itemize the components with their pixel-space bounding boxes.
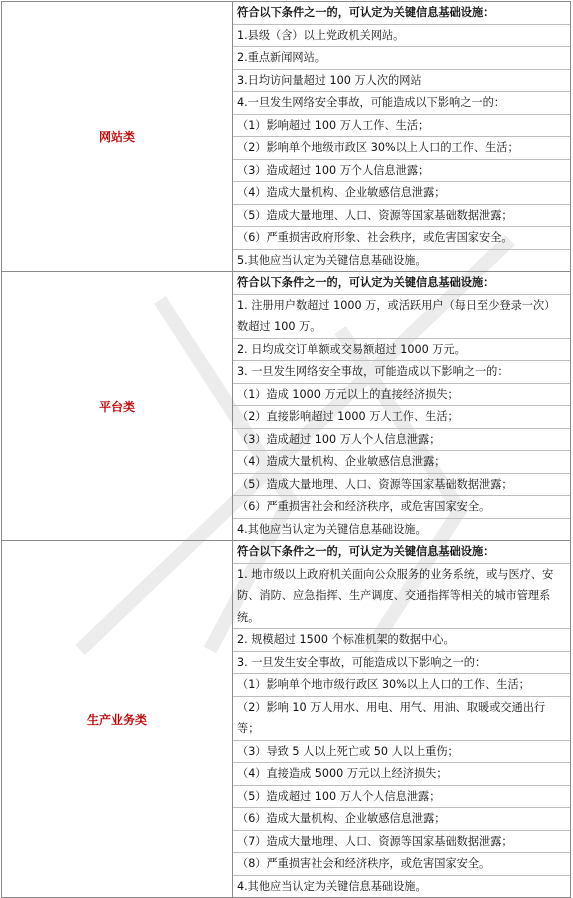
list-item: （2）影响 10 万人用水、用电、用气、用油、取暖或交通出行等；	[233, 697, 570, 741]
list-item: （2）直接影响超过 1000 万人工作、生活；	[233, 406, 570, 429]
list-item: （3）造成超过 100 万个人信息泄露；	[233, 160, 570, 183]
criteria-heading: 符合以下条件之一的，可认定为关键信息基础设施：	[233, 2, 570, 25]
list-item: （5）造成超过 100 万人个人信息泄露；	[233, 786, 570, 809]
criteria-heading: 符合以下条件之一的，可认定为关键信息基础设施：	[233, 272, 570, 295]
list-item: 1.县级（含）以上党政机关网站。	[233, 25, 570, 48]
list-item: （2）影响单个地级市政区 30%以上人口的工作、生活；	[233, 137, 570, 160]
category-cell	[2, 272, 233, 541]
list-item: 2. 日均成交订单额或交易额超过 1000 万元。	[233, 339, 570, 362]
list-item: 5.其他应当认定为关键信息基础设施。	[237, 253, 427, 267]
category-cell	[2, 541, 233, 898]
criteria-heading: 符合以下条件之一的，可认定为关键信息基础设施：	[233, 541, 570, 564]
table-row-platform	[2, 272, 571, 541]
list-item: （1）影响单个地市级行政区 30%以上人口的工作、生活；	[233, 674, 570, 697]
criteria-cell	[233, 2, 571, 272]
category-label: 网站类	[98, 130, 135, 144]
criteria-cell	[233, 272, 571, 541]
category-label: 生产业务类	[86, 712, 147, 727]
list-item: （1）影响超过 100 万人工作、生活；	[233, 115, 570, 138]
list-item: 3. 一旦发生网络安全事故，可能造成以下影响之一的：	[233, 361, 570, 384]
category-cell	[2, 2, 233, 272]
list-item: 1. 注册用户数超过 1000 万，或活跃用户（每日至少登录一次）数超过 100 万。	[233, 295, 570, 339]
list-item: （1）造成 1000 万元以上的直接经济损失；	[233, 384, 570, 407]
list-item: （6）造成大量机构、企业敏感信息泄露；	[233, 808, 570, 831]
list-item: 4.其他应当认定为关键信息基础设施。	[237, 879, 427, 893]
list-item: （4）直接造成 5000 万元以上经济损失；	[233, 763, 570, 786]
list-item: （5）造成大量地理、人口、资源等国家基础数据泄露；	[233, 205, 570, 228]
table-row-website	[2, 2, 571, 272]
list-item: （7）造成大量地理、人口、资源等国家基础数据泄露；	[233, 831, 570, 854]
list-item: （6）严重损害社会和经济秩序，或危害国家安全。	[233, 496, 570, 519]
list-item: 4.一旦发生网络安全事故，可能造成以下影响之一的：	[233, 92, 570, 115]
list-item: 2.重点新闻网站。	[233, 47, 570, 70]
list-item: 1. 地市级以上政府机关面向公众服务的业务系统，或与医疗、安防、消防、应急指挥、生产调度、交通指挥等相关的城市管理系统。	[233, 564, 570, 630]
list-item: （5）造成大量地理、人口、资源等国家基础数据泄露；	[233, 474, 570, 497]
list-item: （3）造成超过 100 万人个人信息泄露；	[233, 429, 570, 452]
list-item: （8）严重损害社会和经济秩序，或危害国家安全。	[233, 853, 570, 876]
category-label: 平台类	[98, 399, 135, 414]
list-item: （4）造成大量机构、企业敏感信息泄露；	[233, 182, 570, 205]
table-row-production	[2, 541, 571, 898]
list-item: 2. 规模超过 1500 个标准机架的数据中心。	[233, 629, 570, 652]
list-item: 3. 一旦发生安全事故，可能造成以下影响之一的：	[233, 652, 570, 675]
list-item: 4.其他应当认定为关键信息基础设施。	[237, 522, 427, 536]
list-item: （3）导致 5 人以上死亡或 50 人以上重伤；	[233, 741, 570, 764]
list-item: （6）严重损害政府形象、社会秩序，或危害国家安全。	[233, 227, 570, 250]
list-item: （4）造成大量机构、企业敏感信息泄露；	[233, 451, 570, 474]
list-item: 3.日均访问量超过 100 万人次的网站	[233, 70, 570, 93]
criteria-table	[1, 1, 571, 898]
criteria-cell	[233, 541, 571, 898]
